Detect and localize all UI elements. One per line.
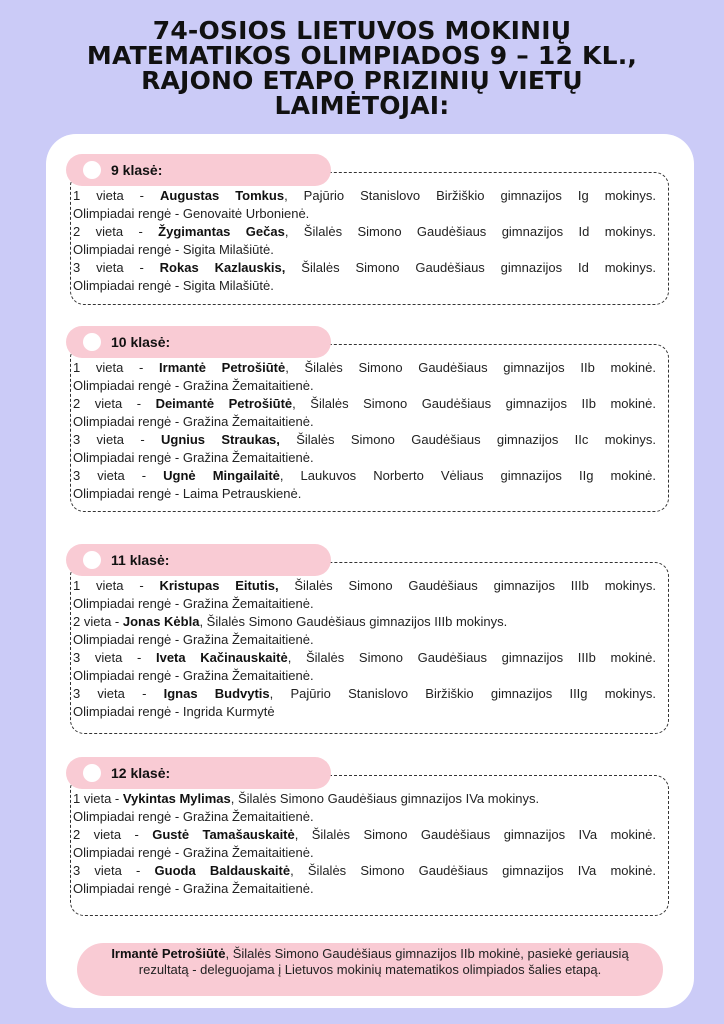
winner-name: Ugnius Straukas, — [160, 432, 280, 447]
winner-entry: 3 vieta - Guoda Baldauskaitė, Šilalės Simono Gaudėšiaus gimnazijos IVa mokinė. Olimpiadai rengė - Gražina Žemaitaitienė. — [73, 863, 656, 896]
winner-name: Gustė Tamašauskaitė — [152, 827, 295, 842]
winner-entry: 1 vieta - Irmantė Petrošiūtė, Šilalės Simono Gaudėšiaus gimnazijos IIb mokinė. Olimpiadai rengė - Gražina Žemaitaitienė. — [73, 360, 656, 393]
winner-name: Vykintas Mylimas — [122, 791, 231, 806]
winner-entry: 3 vieta - Iveta Kačinauskaitė, Šilalės Simono Gaudėšiaus gimnazijos IIIb mokinė. Olimpiadai rengė - Gražina Žemaitaitienė. — [73, 650, 656, 683]
grade-header — [66, 154, 331, 186]
winner-name: Iveta Kačinauskaitė — [155, 650, 288, 665]
grade-label: 12 klasė: — [111, 765, 171, 781]
winner-entry: 1 vieta - Augustas Tomkus, Pajūrio Stanislovo Biržiškio gimnazijos Ig mokinys. Olimpiadai rengė - Genovaitė Urbonienė. — [73, 188, 656, 221]
title-line: 74-OSIOS LIETUVOS MOKINIŲ — [152, 16, 572, 45]
winner-entry: 2 vieta - Žygimantas Gečas, Šilalės Simono Gaudėšiaus gimnazijos Id mokinys. Olimpiadai rengė - Sigita Milašiūtė. — [73, 224, 656, 257]
bullet-circle-icon — [83, 333, 101, 351]
grade-label: 10 klasė: — [111, 334, 171, 350]
grade-header — [66, 757, 331, 789]
winner-name: Žygimantas Gečas — [158, 224, 285, 239]
title-line: MATEMATIKOS OLIMPIADOS 9 – 12 KL., — [86, 41, 638, 70]
winner-name: Ignas Budvytis — [163, 686, 270, 701]
winner-entry: 3 vieta - Ugnius Straukas, Šilalės Simono Gaudėšiaus gimnazijos IIc mokinys. Olimpiadai rengė - Gražina Žemaitaitienė. — [73, 432, 656, 465]
winner-name: Guoda Baldauskaitė — [154, 863, 291, 878]
winner-name: Rokas Kazlauskis, — [159, 260, 286, 275]
best-result-note — [77, 943, 663, 996]
grade-label: 11 klasė: — [111, 552, 170, 568]
best-result-text: , Šilalės Simono Gaudėšiaus gimnazijos IIb mokinė, pasiekė geriausią rezultatą - deleguojama į Lietuvos mokinių matematikos olimpiados šalies etapą. — [138, 946, 629, 977]
winners-list — [73, 359, 656, 503]
winner-name: Augustas Tomkus — [159, 188, 285, 203]
winner-entry: 1 vieta - Kristupas Eitutis, Šilalės Simono Gaudėšiaus gimnazijos IIIb mokinys. Olimpiadai rengė - Gražina Žemaitaitienė. — [73, 578, 656, 611]
results-card — [46, 134, 694, 1008]
winner-name: Deimantė Petrošiūtė — [155, 396, 293, 411]
winner-entry: 3 vieta - Ignas Budvytis, Pajūrio Stanislovo Biržiškio gimnazijos IIIg mokinys. Olimpiadai rengė - Ingrida Kurmytė — [73, 686, 656, 719]
title-line: RAJONO ETAPO PRIZINIŲ VIETŲ — [141, 66, 583, 95]
winner-name: Jonas Kėbla — [122, 614, 200, 629]
winner-entry: 2 vieta - Jonas Kėbla, Šilalės Simono Gaudėšiaus gimnazijos IIIb mokinys. Olimpiadai rengė - Gražina Žemaitaitienė. — [73, 614, 508, 647]
winner-name: Irmantė Petrošiūtė — [159, 360, 286, 375]
winner-entry: 2 vieta - Deimantė Petrošiūtė, Šilalės Simono Gaudėšiaus gimnazijos IIb mokinė. Olimpiadai rengė - Gražina Žemaitaitienė. — [73, 396, 656, 429]
title-line: LAIMĖTOJAI: — [274, 91, 450, 120]
winner-entry: 1 vieta - Vykintas Mylimas, Šilalės Simono Gaudėšiaus gimnazijos IVa mokinys. Olimpiadai rengė - Gražina Žemaitaitienė. — [73, 791, 540, 824]
winners-list — [73, 577, 656, 721]
winners-list — [73, 790, 656, 898]
bullet-circle-icon — [83, 161, 101, 179]
grade-label: 9 klasė: — [111, 162, 163, 178]
grade-header — [66, 544, 331, 576]
bullet-circle-icon — [83, 551, 101, 569]
winner-name: Ugnė Mingailaitė — [163, 468, 280, 483]
winner-name: Kristupas Eitutis, — [159, 578, 279, 593]
page-title — [0, 18, 724, 118]
bullet-circle-icon — [83, 764, 101, 782]
best-student-name: Irmantė Petrošiūtė — [111, 946, 226, 961]
winners-list — [73, 187, 656, 295]
grade-header — [66, 326, 331, 358]
winner-entry: 3 vieta - Ugnė Mingailaitė, Laukuvos Norberto Vėliaus gimnazijos IIg mokinė. Olimpiadai rengė - Laima Petrauskienė. — [73, 468, 656, 501]
winner-entry: 3 vieta - Rokas Kazlauskis, Šilalės Simono Gaudėšiaus gimnazijos Id mokinys. Olimpiadai rengė - Sigita Milašiūtė. — [73, 260, 656, 293]
winner-entry: 2 vieta - Gustė Tamašauskaitė, Šilalės Simono Gaudėšiaus gimnazijos IVa mokinė. Olimpiadai rengė - Gražina Žemaitaitienė. — [73, 827, 656, 860]
